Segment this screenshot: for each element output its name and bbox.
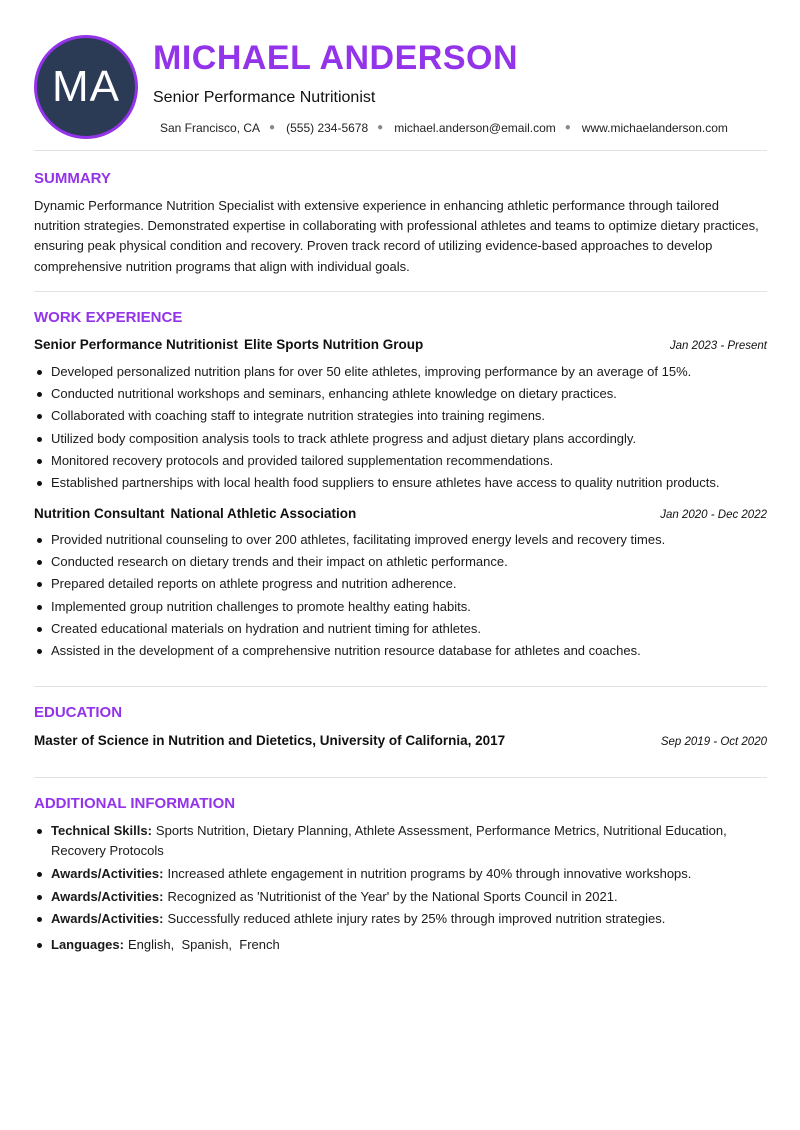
info-label: Languages: (51, 936, 124, 952)
candidate-name: MICHAEL ANDERSON (153, 39, 519, 77)
job-dates: Jan 2020 - Dec 2022 (660, 509, 767, 521)
section-divider (34, 777, 767, 778)
info-label: Technical Skills: (51, 823, 152, 838)
info-label: Awards/Activities: (51, 866, 164, 881)
list-item: Collaborated with coaching staff to integrate nutrition strategies into training regimens. (34, 405, 767, 427)
list-item: Implemented group nutrition challenges to promote healthy eating habits. (34, 596, 767, 618)
contact-phone: (555) 234-5678 (286, 121, 369, 135)
job-bullets (34, 529, 767, 662)
list-item (34, 935, 767, 955)
additional-info-heading: ADDITIONAL INFORMATION (34, 795, 236, 812)
job-header (34, 506, 767, 521)
list-item (34, 821, 767, 860)
education-entry (34, 733, 767, 748)
dot-separator-icon: ● (564, 122, 571, 133)
info-label: Awards/Activities: (51, 888, 164, 904)
list-item: Utilized body composition analysis tools to track athlete progress and adjust dietary plans accordingly. (34, 428, 767, 450)
contact-website[interactable]: www.michaelanderson.com (581, 121, 728, 135)
info-label: Awards/Activities: (51, 911, 164, 926)
info-text: Successfully reduced athlete injury rates by 25% through improved nutrition strategies. (167, 911, 666, 926)
list-item: Conducted nutritional workshops and seminars, enhancing athlete knowledge on dietary practices. (34, 383, 767, 405)
contact-location: San Francisco, CA (160, 121, 261, 135)
info-text: Increased athlete engagement in nutrition programs by 40% through innovative workshops. (167, 866, 692, 881)
list-item: Monitored recovery protocols and provided tailored supplementation recommendations. (34, 450, 767, 472)
education-heading: EDUCATION (34, 704, 123, 721)
job-dates: Jan 2023 - Present (669, 340, 767, 352)
info-text: Sports Nutrition, Dietary Planning, Athlete Assessment, Performance Metrics, Nutritional Education, Recovery Protocols (51, 823, 727, 858)
job-role: Nutrition Consultant (34, 506, 165, 521)
section-divider (34, 686, 767, 687)
job-company: National Athletic Association (170, 506, 357, 521)
education-dates: Sep 2019 - Oct 2020 (660, 736, 767, 748)
info-text: English, Spanish, French (127, 936, 280, 952)
list-item: Established partnerships with local health food suppliers to ensure athletes have access to quality nutrition products. (34, 472, 767, 494)
dot-separator-icon: ● (377, 122, 384, 133)
list-item (34, 887, 767, 907)
section-divider (34, 150, 767, 151)
section-divider (34, 291, 767, 292)
list-item (34, 909, 767, 929)
dot-separator-icon: ● (269, 122, 276, 133)
list-item: Developed personalized nutrition plans for over 50 elite athletes, improving performance by an average of 15%. (34, 361, 767, 383)
list-item: Prepared detailed reports on athlete progress and nutrition adherence. (34, 573, 767, 595)
list-item: Conducted research on dietary trends and their impact on athletic performance. (34, 551, 767, 573)
summary-heading: SUMMARY (34, 170, 111, 187)
job-title (34, 337, 423, 352)
job-company: Elite Sports Nutrition Group (244, 337, 424, 352)
contact-email[interactable]: michael.anderson@email.com (394, 121, 556, 135)
education-degree: Master of Science in Nutrition and Dietetics, University of California, 2017 (34, 733, 506, 748)
list-item: Assisted in the development of a comprehensive nutrition resource database for athletes and coaches. (34, 640, 767, 662)
job-role: Senior Performance Nutritionist (34, 337, 239, 352)
info-text: Recognized as 'Nutritionist of the Year' by the National Sports Council in 2021. (167, 888, 618, 904)
avatar (34, 35, 138, 139)
candidate-title: Senior Performance Nutritionist (153, 89, 376, 106)
work-experience-heading: WORK EXPERIENCE (34, 309, 183, 326)
summary-text: Dynamic Performance Nutrition Specialist with extensive experience in enhancing athletic performance through tailored nutrition strategies. Demonstrated expertise in collaborating with professional athletes and teams to optimize dietary practices, ensuring peak physical condition and recovery. Proven track record of utilizing evidence-based approaches to develop comprehensive nutrition programs that align with individual goals. (34, 198, 759, 274)
avatar-initials: MA (52, 62, 120, 111)
additional-info-list (34, 821, 767, 954)
job-title (34, 506, 356, 521)
list-item: Created educational materials on hydration and nutrient timing for athletes. (34, 618, 767, 640)
job-bullets (34, 361, 767, 494)
list-item (34, 864, 767, 884)
list-item: Provided nutritional counseling to over 200 athletes, facilitating improved energy levels and recovery times. (34, 529, 767, 551)
job-header (34, 337, 767, 352)
contact-row (160, 120, 728, 136)
